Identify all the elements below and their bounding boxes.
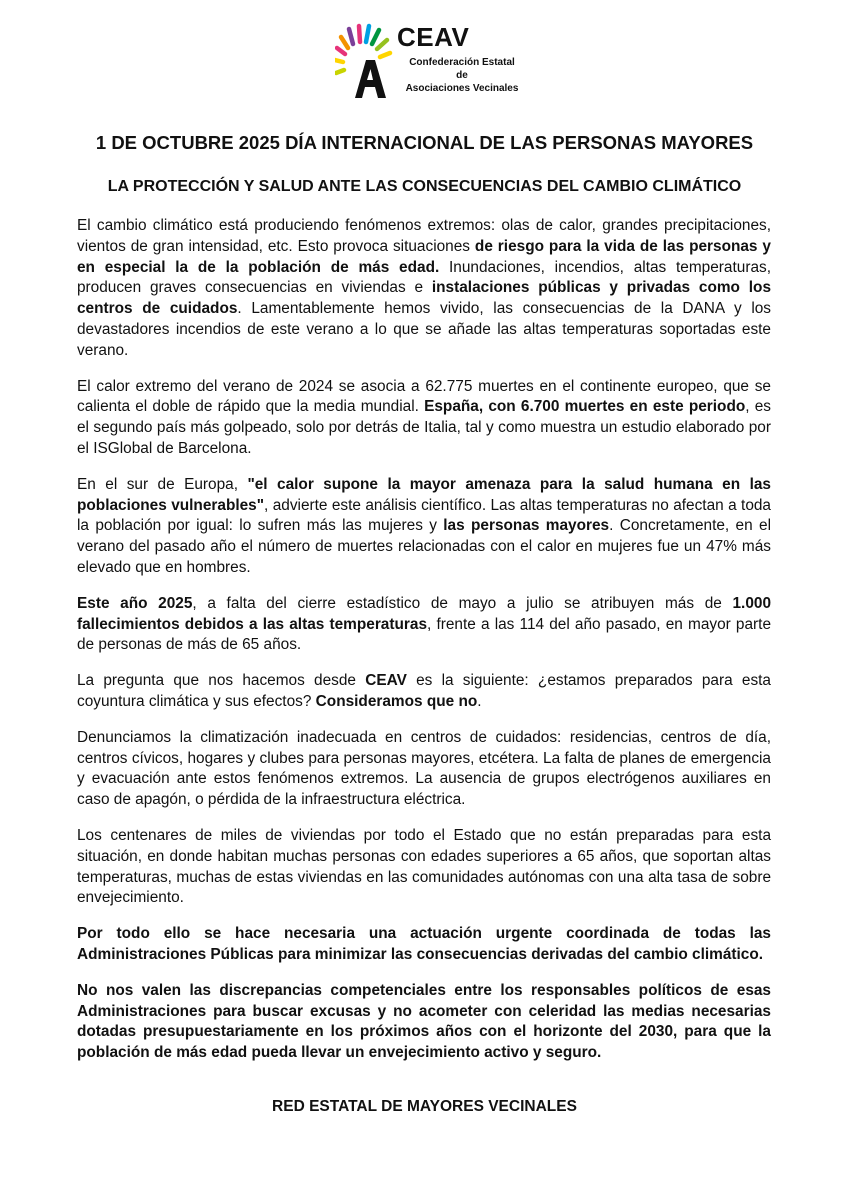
paragraph-1 — [77, 216, 771, 362]
logo-subtitle-line: Confederación Estatal — [409, 57, 515, 68]
bold-run: instalaciones públicas y privadas como los centros de cuidados — [77, 279, 772, 318]
logo-ray — [359, 26, 360, 42]
ceav-logo — [335, 20, 535, 102]
text-run: El cambio climático está produciendo fenómenos extremos: olas de calor, grandes precipitaciones, vientos de gran intensidad, etc. Esto provoca situaciones — [77, 217, 771, 255]
paragraph-8: Por todo ello se hace necesaria una actuación urgente coordinada de todas las Administraciones Públicas para minimizar las consecuencias derivadas del cambio climático. — [77, 925, 771, 963]
text-run: El calor extremo del verano de 2024 se asocia a 62.775 muertes en el continente europeo, que se calienta el doble de rápido que la media mundial. — [77, 377, 771, 416]
logo-subtitle-line: de — [456, 70, 468, 81]
text-run: . Concretamente, en el verano del pasado año el número de muertes relacionadas con el calor en mujeres fue un 47% más elevado que en hombres. — [77, 517, 771, 576]
logo-subtitle — [387, 56, 537, 95]
logo-ray — [341, 37, 348, 48]
document-subtitle: LA PROTECCIÓN Y SALUD ANTE LAS CONSECUENCIAS DEL CAMBIO CLIMÁTICO — [107, 178, 742, 195]
paragraph-4 — [77, 594, 771, 656]
bold-run: de riesgo para la vida de las personas y en especial la de la población de más edad. — [77, 237, 771, 276]
bold-run: Consideramos que no — [315, 692, 478, 710]
bold-run: las personas mayores — [443, 517, 610, 535]
bold-run: 1.000 fallecimientos debidos a las altas temperaturas — [77, 594, 771, 633]
paragraph-5 — [77, 671, 771, 713]
paragraph-9: No nos valen las discrepancias competenciales entre los responsables políticos de esas Administraciones para buscar excusas y no acometer con celeridad las medias necesarias dotadas presupuestariamente en los próximos años con el horizonte del 2030, para que la población de más edad pueda llevar un envejecimiento activo y seguro. — [77, 981, 771, 1062]
logo-letter-a — [355, 60, 386, 98]
bold-run: Este año 2025 — [77, 594, 193, 612]
text-run: Inundaciones, incendios, altas temperaturas, producen graves consecuencias en viviendas e — [77, 258, 771, 297]
text-run: es la siguiente: ¿estamos preparados para esta coyuntura climática y sus efectos? — [77, 672, 771, 710]
bold-run: "el calor supone la mayor amenaza para la salud humana en las poblaciones vulnerables" — [77, 475, 771, 514]
logo-ray — [349, 29, 353, 44]
document-body — [77, 216, 771, 1079]
logo-ray — [366, 26, 369, 42]
logo-ray — [372, 30, 379, 44]
text-run: . Lamentablemente hemos vivido, las consecuencias de la DANA y los devastadores incendios de este verano a lo que se añade las altas temperaturas soportadas este verano. — [77, 300, 771, 359]
logo-ray — [337, 48, 345, 54]
text-run: En el sur de Europa, — [77, 475, 248, 493]
bold-run: España, con 6.700 muertes en este periodo — [424, 398, 746, 416]
text-run: . — [477, 692, 482, 710]
document-title: 1 DE OCTUBRE 2025 DÍA INTERNACIONAL DE LAS PERSONAS MAYORES — [95, 132, 754, 153]
bold-run: CEAV — [365, 672, 407, 690]
paragraph-6: Denunciamos la climatización inadecuada en centros de cuidados: residencias, centros de día, centros cívicos, hogares y clubes para personas mayores, etcétera. La falta de planes de emergencia y evacuación ante estos fenómenos extremos. La ausencia de grupos electrógenos auxiliares en caso de apagón, o pérdida de la infraestructura eléctrica. — [77, 728, 771, 809]
text-run: , advierte este análisis científico. Las altas temperaturas no afectan a toda la población por igual: lo sufren más las mujeres y — [77, 496, 771, 535]
document-signature: RED ESTATAL DE MAYORES VECINALES — [272, 1098, 577, 1115]
logo-ray — [336, 70, 344, 73]
text-run: , frente a las 114 del año pasado, en mayor parte de personas de más de 65 años. — [77, 615, 771, 654]
text-run: , es el segundo país más golpeado, solo por detrás de Italia, tal y como muestra un estudio elaborado por el ISGlobal de Barcelona. — [77, 398, 771, 457]
logo-ray — [335, 60, 343, 62]
text-run: La pregunta que nos hacemos desde — [77, 672, 366, 690]
logo-ray — [377, 40, 387, 49]
text-run: , a falta del cierre estadístico de mayo a julio se atribuyen más de — [192, 594, 733, 612]
paragraph-2 — [77, 377, 771, 460]
paragraph-7: Los centenares de miles de viviendas por todo el Estado que no están preparadas para esta situación, en donde habitan muchas personas con edades superiores a 65 años, que soportan altas temperaturas, muchas de estas viviendas en las comunidades autónomas con una alta tasa de sobre envejecimiento. — [77, 826, 771, 907]
logo-subtitle-line: Asociaciones Vecinales — [405, 83, 519, 94]
paragraph-3 — [77, 475, 771, 579]
logo-brand: CEAV — [397, 22, 470, 52]
